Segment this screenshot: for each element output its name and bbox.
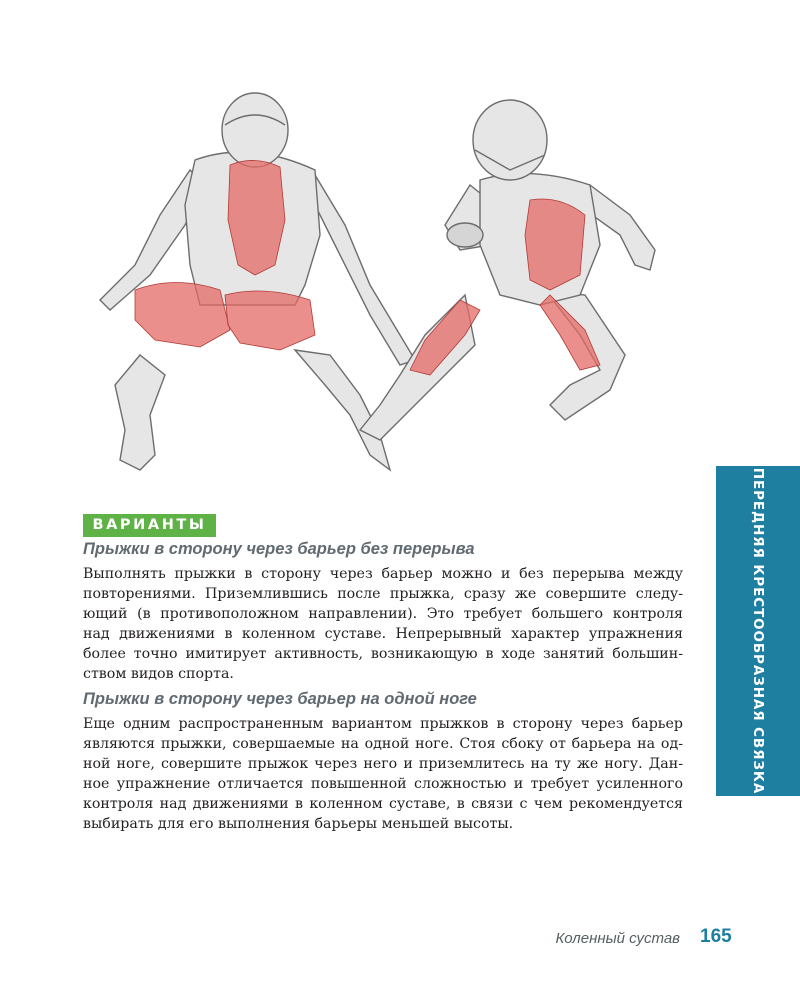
body-line: повторениями. Приземлившись после прыжка, сразу же совершите следу- [83, 586, 683, 602]
anatomy-illustration [80, 85, 700, 485]
footer-chapter-title: Коленный сустав [555, 930, 680, 947]
body-line: ющий (в противоположном направлении). Это требует большего контроля [83, 606, 683, 622]
athlete-back-view [100, 93, 415, 470]
section-heading-single-leg-jumps: Прыжки в сторону через барьер на одной ноге [83, 690, 477, 708]
body-line: ное упражнение отличается повышенной сложностью и требует усиленного [83, 776, 683, 792]
body-line: ной ноге, совершите прыжок через него и приземлитесь на ту же ногу. Дан- [83, 756, 683, 772]
body-line: ством видов спорта. [83, 666, 234, 682]
page-number: 165 [700, 926, 732, 947]
body-line: являются прыжки, совершаемые на одной ноге. Стоя сбоку от барьера на од- [83, 736, 683, 752]
section-body-single-leg-jumps [83, 714, 683, 834]
body-line: контроля над движениями в коленном суставе, в связи с чем рекомендуется [83, 796, 683, 812]
body-line: более точно имитирует активность, возникающую в ходе занятий большин- [83, 646, 683, 662]
body-line: Еще одним распространенным вариантом прыжков в сторону через барьер [83, 716, 683, 732]
section-heading-continuous-jumps: Прыжки в сторону через барьер без перерыва [83, 540, 475, 558]
chapter-side-tab [716, 466, 800, 796]
section-body-continuous-jumps [83, 564, 683, 684]
athlete-front-view [360, 100, 655, 440]
body-line: над движениями в коленном суставе. Непрерывный характер упражнения [83, 626, 683, 642]
variants-badge: ВАРИАНТЫ [83, 514, 216, 537]
body-line: выбирать для его выполнения барьеры меньшей высоты. [83, 816, 514, 832]
body-line: Выполнять прыжки в сторону через барьер можно и без перерыва между [83, 566, 683, 582]
chapter-side-tab-label: ПЕРЕДНЯЯ КРЕСТООБРАЗНАЯ СВЯЗКА [750, 467, 766, 795]
